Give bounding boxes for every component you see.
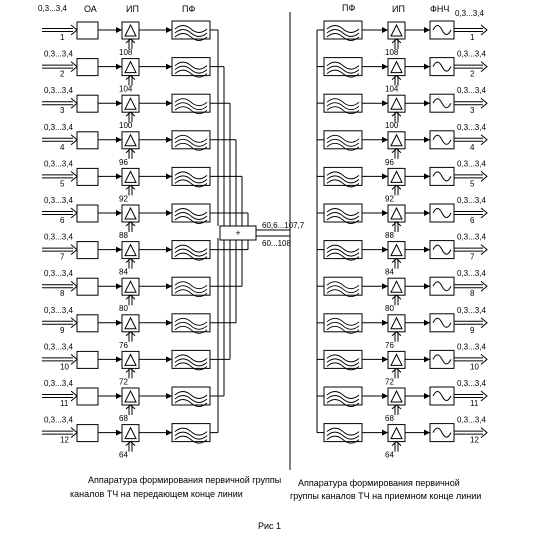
bandpass-filter-box [324,167,362,185]
arrow-right [116,320,122,326]
bandpass-filter-box [324,204,362,222]
bandpass-filter-box [324,277,362,295]
channel-number-label: 9 [470,325,475,335]
channel-input-arrow-head [71,171,77,181]
pf-column-label: ПФ [342,3,356,13]
arrow-right [116,356,122,362]
channel-number-label: 5 [60,179,65,189]
channel-input-label: 0,3...3,4 [44,232,73,242]
carrier-arrow-icon [126,112,135,116]
arrow-right [166,27,172,33]
arrow-right [166,100,172,106]
bandpass-filter-box [172,241,210,259]
arrow-right [424,283,430,289]
arrow-right [116,393,122,399]
channel-output-arrow-head [481,245,487,255]
channel-number-label: 10 [470,362,479,372]
bandpass-filter-box [324,387,362,405]
carrier-frequency-label: 80 [119,304,128,314]
arrow-right [424,173,430,179]
carrier-frequency-label: 76 [119,340,128,350]
channel-output-arrow-head [481,62,487,72]
arrow-right [116,137,122,143]
band-label-top: 60,6...107,7 [262,221,305,230]
channel-input-arrow-head [71,245,77,255]
bandpass-filter-box [172,204,210,222]
arrow-right [166,247,172,253]
right-caption-line2: группы каналов ТЧ на приемном конце линии [290,491,482,501]
carrier-arrow-icon [392,332,401,336]
channel-output-label: 0,3...3,4 [457,269,486,279]
carrier-arrow-icon [126,405,135,409]
carrier-arrow-icon [126,295,135,299]
channel-number-label: 1 [60,33,65,42]
carrier-frequency-label: 68 [119,414,128,423]
channel-input-arrow-head [71,391,77,401]
carrier-arrow-icon [126,76,135,80]
carrier-frequency-label: 72 [385,377,394,387]
arrow-right [166,356,172,362]
carrier-frequency-label: 104 [119,84,133,94]
carrier-frequency-label: 84 [119,267,128,277]
arrow-right [166,137,172,143]
arrow-right [424,100,430,106]
channel-input-label: 0,3...3,4 [44,305,73,315]
left-caption-line1: Аппаратура формирования первичной группы [88,475,282,485]
arrow-right [382,27,388,33]
bandpass-filter-box [172,167,210,185]
channel-number-label: 2 [470,69,475,79]
arrow-right [382,100,388,106]
arrow-right [424,210,430,216]
carrier-arrow-icon [392,295,401,299]
channel-output-label: 0,3...3,4 [457,86,486,96]
channel-output-arrow-head [481,98,487,108]
band-label-bottom: 60...108 [262,239,291,248]
channel-input-arrow-head [71,281,77,291]
carrier-arrow-icon [126,39,135,43]
channel-output-label: 0,3...3,4 [457,305,486,315]
channel-number-label: 7 [470,252,475,262]
carrier-frequency-label: 72 [119,377,128,387]
channel-number-label: 2 [60,69,65,79]
carrier-arrow-icon [392,185,401,189]
arrow-right [424,320,430,326]
channel-output-label: 0,3...3,4 [457,122,486,132]
amplifier-box [77,168,98,185]
channel-number-label: 5 [470,179,475,189]
carrier-arrow-icon [392,368,401,372]
right-caption-line1: Аппаратура формирования первичной [298,478,460,488]
bandpass-filter-box [172,350,210,368]
carrier-arrow-icon [126,368,135,372]
arrow-right [382,210,388,216]
channel-input-label: 0,3...3,4 [44,122,73,132]
channel-output-label: 0,3...3,4 [457,379,486,388]
channel-number-label: 12 [60,435,69,445]
carrier-frequency-label: 88 [119,231,128,240]
channel-input-arrow-head [71,25,77,35]
bandpass-filter-box [172,387,210,405]
amplifier-box [77,95,98,112]
amplifier-box [77,315,98,332]
channel-output-arrow-head [481,171,487,181]
carrier-frequency-label: 96 [119,157,128,167]
channel-output-arrow-head [481,391,487,401]
arrow-right [116,430,122,436]
figure-caption: Рис 1 [258,521,282,531]
arrow-right [166,393,172,399]
arrow-right [424,247,430,253]
channel-input-arrow-head [71,354,77,364]
bandpass-filter-box [324,424,362,442]
bandpass-filter-box [324,131,362,149]
channel-output-arrow-head [481,318,487,328]
bandpass-filter-box [172,277,210,295]
carrier-arrow-icon [126,149,135,153]
amplifier-box [77,242,98,259]
oa-column-label: ОА [84,4,97,14]
amplifier-box [77,59,98,76]
carrier-frequency-label: 108 [385,48,399,57]
channel-input-label: 0,3...3,4 [44,86,73,96]
carrier-frequency-label: 80 [385,304,394,314]
amplifier-box [77,278,98,295]
channel-number-label: 4 [470,142,475,152]
carrier-frequency-label: 64 [385,450,394,460]
arrow-right [166,320,172,326]
carrier-arrow-icon [126,259,135,263]
carrier-frequency-label: 100 [119,121,133,131]
carrier-frequency-label: 104 [385,84,399,94]
carrier-arrow-icon [392,442,401,446]
arrow-right [166,283,172,289]
arrow-right [166,64,172,70]
channel-output-label: 0,3...3,4 [457,49,486,59]
channel-input-label: 0,3...3,4 [44,269,73,279]
channel-input-arrow-head [71,318,77,328]
channel-input-label: 0,3...3,4 [44,342,73,352]
bandpass-filter-box [324,314,362,332]
carrier-frequency-label: 84 [385,267,394,277]
channel-input-label: 0,3...3,4 [44,379,73,388]
arrow-right [116,27,122,33]
arrow-right [382,393,388,399]
arrow-right [424,393,430,399]
carrier-frequency-label: 100 [385,121,399,131]
carrier-arrow-icon [392,259,401,263]
arrow-right [116,283,122,289]
carrier-arrow-icon [392,405,401,409]
carrier-frequency-label: 64 [119,450,128,460]
carrier-arrow-icon [392,39,401,43]
channel-output-label: 0,3...3,4 [457,342,486,352]
arrow-right [166,210,172,216]
arrow-right [116,100,122,106]
channel-output-label: 0,3...3,4 [457,415,486,425]
arrow-right [116,173,122,179]
carrier-arrow-icon [392,222,401,226]
channel-number-label: 6 [470,216,475,225]
channel-input-label: 0,3...3,4 [44,415,73,425]
channel-number-label: 7 [60,252,65,262]
channel-input-label: 0,3...3,4 [44,196,73,205]
bandpass-filter-box [324,241,362,259]
carrier-arrow-icon [126,442,135,446]
carrier-arrow-icon [392,149,401,153]
bandpass-filter-box [172,58,210,76]
channel-number-label: 4 [60,142,65,152]
channel-output-label: 0,3...3,4 [457,232,486,242]
channel-number-label: 12 [470,435,479,445]
carrier-arrow-icon [126,185,135,189]
amplifier-box [77,425,98,442]
channel-input-arrow-head [71,208,77,218]
channel-input-arrow-head [71,98,77,108]
arrow-right [166,173,172,179]
arrow-right [424,27,430,33]
channel-number-label: 11 [470,399,479,408]
channel-output-label: 0,3...3,4 [457,159,486,169]
arrow-right [382,64,388,70]
channel-output-arrow-head [481,208,487,218]
arrow-right [382,356,388,362]
carrier-frequency-label: 88 [385,231,394,240]
channel-number-label: 10 [60,362,69,372]
bandpass-filter-box [172,131,210,149]
carrier-arrow-icon [392,112,401,116]
channel-number-label: 3 [470,106,475,116]
channel-input-arrow-head [71,135,77,145]
amplifier-box [77,351,98,368]
arrow-right [116,247,122,253]
carrier-frequency-label: 92 [385,194,394,204]
arrow-right [382,430,388,436]
arrow-right [116,64,122,70]
channel-input-label: 0,3...3,4 [44,159,73,169]
arrow-right [424,64,430,70]
ip-column-label: ИП [126,4,139,14]
arrow-right [424,430,430,436]
channel-input-arrow-head [71,62,77,72]
channel-input-arrow-head [71,428,77,438]
amplifier-box [77,132,98,149]
arrow-right [382,247,388,253]
channel-output-arrow-head [481,25,487,35]
carrier-frequency-label: 76 [385,340,394,350]
bandpass-filter-box [324,21,362,39]
arrow-right [424,137,430,143]
arrow-right [116,210,122,216]
left-caption-line2: каналов ТЧ на передающем конце линии [70,489,243,499]
pf-column-label: ПФ [182,4,196,14]
carrier-frequency-label: 92 [119,194,128,204]
arrow-right [382,137,388,143]
right-output-label: 0,3...3,4 [455,9,484,18]
channel-number-label: 8 [60,289,65,299]
channel-output-arrow-head [481,354,487,364]
arrow-right [382,283,388,289]
amplifier-box [77,205,98,222]
channel-output-arrow-head [481,135,487,145]
amplifier-box [77,22,98,39]
bandpass-filter-box [172,21,210,39]
carrier-arrow-icon [126,222,135,226]
carrier-frequency-label: 68 [385,414,394,423]
channel-output-arrow-head [481,281,487,291]
bandpass-filter-box [324,350,362,368]
bandpass-filter-box [324,94,362,112]
channel-output-label: 0,3...3,4 [457,196,486,205]
carrier-arrow-icon [126,332,135,336]
carrier-frequency-label: 96 [385,157,394,167]
channel-number-label: 6 [60,216,65,225]
bandpass-filter-box [172,314,210,332]
channel-input-label: 0,3...3,4 [44,49,73,59]
carrier-arrow-icon [392,76,401,80]
left-input-label: 0,3...3,4 [38,4,67,13]
carrier-frequency-label: 108 [119,48,133,57]
channel-output-arrow-head [481,428,487,438]
channel-number-label: 3 [60,106,65,116]
channel-number-label: 11 [60,399,69,408]
channel-number-label: 8 [470,289,475,299]
fnch-column-label: ФНЧ [430,4,450,14]
bandpass-filter-box [324,58,362,76]
summing-symbol: + [235,228,241,238]
ip-column-label: ИП [392,4,405,14]
bandpass-filter-box [172,94,210,112]
bandpass-filter-box [172,424,210,442]
arrow-right [382,173,388,179]
arrow-right [382,320,388,326]
channel-number-label: 9 [60,325,65,335]
arrow-right [166,430,172,436]
arrow-right [424,356,430,362]
amplifier-box [77,388,98,405]
channel-number-label: 1 [470,33,475,42]
